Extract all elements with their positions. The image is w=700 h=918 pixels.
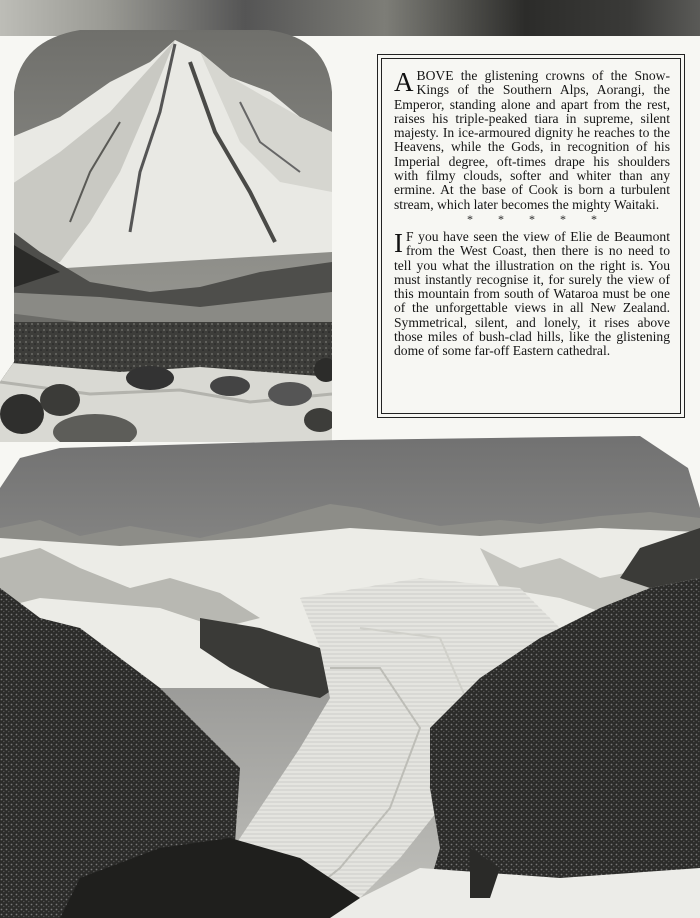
paragraph-mount-cook (394, 69, 670, 212)
drop-cap-a: A (394, 67, 414, 97)
paragraph-elie-de-beaumont (394, 227, 670, 359)
mount-cook-photo (0, 22, 346, 446)
paragraph-elie-de-beaumont-text: F you have seen the view of Elie de Beaumont from the West Coast, then there is no need to tell you what the illustration on the right is. You must instantly recognise it, for surely the view of this mountain from south of Wataroa must be one of the unforgettable views in all New Zealand. Symmetrical, silent, and lonely, it rises above those miles of bush-clad hills, like the glistening dome of some far-off Eastern cathedral. (394, 228, 670, 359)
article-text-frame (381, 58, 681, 414)
drop-cap-i: I (394, 227, 403, 258)
elie-de-beaumont-photo (0, 428, 700, 918)
section-separator: * * * * * (467, 211, 597, 226)
paragraph-mount-cook-text: BOVE the glistening crowns of the Snow-Kings of the Southern Alps, Aorangi, the Emperor, standing alone and apart from the rest, raises his triple-peaked tiara in supreme, silent majesty. In ice-armoured dignity he reaches to the Heavens, while the Gods, in recognition of his Imperial degree, oft-times drape his shoulders with filmy clouds, softer and whiter than any ermine. At the base of Cook is born a turbulent stream, which later becomes the mighty Waitaki. (394, 68, 670, 212)
article-text-box (377, 54, 685, 418)
